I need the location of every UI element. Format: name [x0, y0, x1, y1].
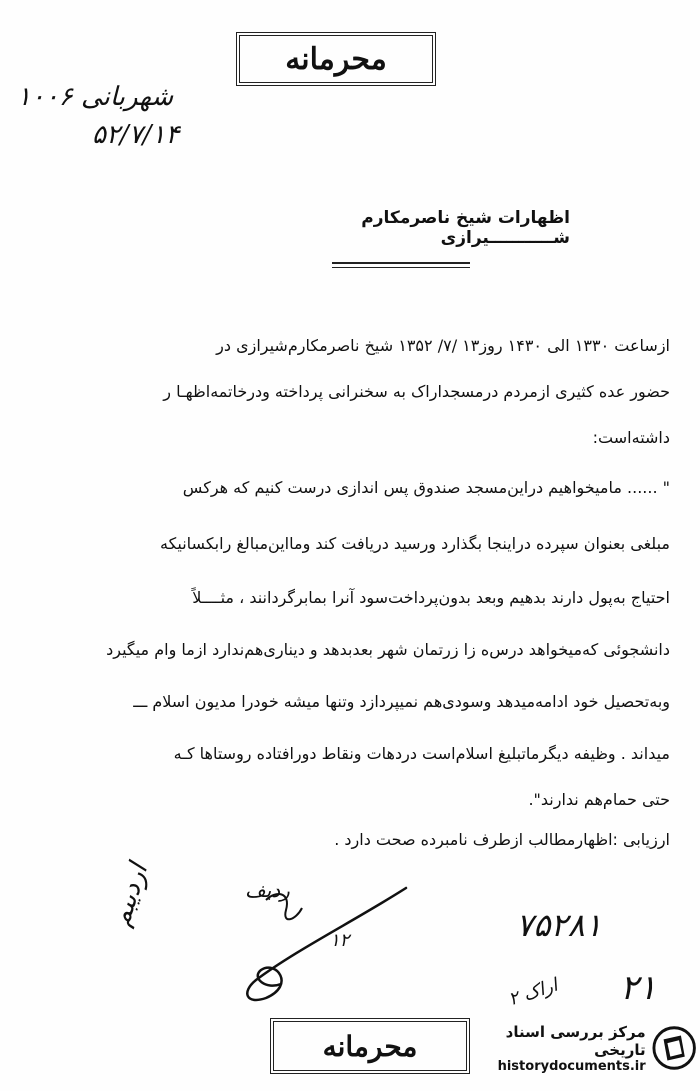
side-code: ۲۱ — [620, 968, 657, 1008]
body-line: " ...... مامیخواهیم دراین‌مسجد صندوق پس اندازی درست کنیم که هرکس — [182, 478, 670, 497]
left-signature: اردیبم — [105, 860, 154, 930]
evaluation-line: ارزیابی :اظهارمطالب ازطرف نامبرده صحت دارد . — [334, 830, 670, 849]
classification-stamp-top: محرمانه — [236, 32, 436, 86]
watermark — [456, 1010, 696, 1086]
body-line: احتیاج به‌پول دارند بدهیم وبعد بدون‌پرداخت‌سود آنرا بمابرگردانند ، مثــــلاً — [192, 588, 670, 607]
body-line: مبلغی بعنوان سپرده دراینجا بگذارد ورسید دریافت کند ومااین‌مبالغ رابکسانیکه — [159, 534, 670, 553]
watermark-url: historydocuments.ir — [497, 1058, 646, 1074]
watermark-name: مرکز بررسی اسناد تاریخی — [505, 1022, 646, 1059]
document-body — [38, 338, 670, 808]
body-line: دانشجوئی که‌میخواهد درس‌ه زا زرتمان شهر بعدبدهد و دیناری‌هم‌ندارد ازما وام میگیرد — [106, 640, 670, 659]
title-underline-secondary — [332, 267, 470, 268]
body-line: داشته‌است: — [592, 428, 670, 447]
reference-number: شهربانی ۱۰۰۶ — [16, 82, 174, 112]
reference-date: ۵۲/۷/۱۴ — [92, 120, 180, 150]
body-line: حتی حمام‌هم ندارند". — [528, 790, 670, 809]
center-signature-text: ردیف — [245, 878, 290, 902]
center-signature-mark: ۱۲ — [330, 930, 350, 951]
classification-stamp-bottom: محرمانه — [270, 1018, 470, 1074]
title-underline — [332, 262, 470, 264]
body-line: ازساعت ۱۳۳۰ الی ۱۴۳۰ روز۱۳ /۷/ ۱۳۵۲ شیخ ناصرمکارم‌شیرازی در — [216, 336, 670, 355]
body-line: میداند . وظیفه دیگرماتبلیغ اسلام‌است دردهات ونقاط دورافتاده روستاها کـه — [173, 744, 670, 763]
document-number: ۷۵۲۸۱ — [516, 906, 602, 944]
archive-logo-icon — [652, 1025, 696, 1071]
body-line: حضور عده کثیری ازمردم درمسجداراک به سخنرانی پرداخته ودرخاتمه‌اظهـا ر — [163, 382, 670, 401]
handwritten-note: اراک ۲ — [505, 974, 561, 1011]
body-line: وبه‌تحصیل خود ادامه‌میدهد وسودی‌هم نمیپردازد وتنها میشه خودرا مدیون اسلام ـــ — [133, 692, 670, 711]
watermark-text — [456, 1023, 646, 1074]
document-title: اظهارات شیخ ناصرمکارم شـــــــــــیرازی — [361, 208, 570, 248]
